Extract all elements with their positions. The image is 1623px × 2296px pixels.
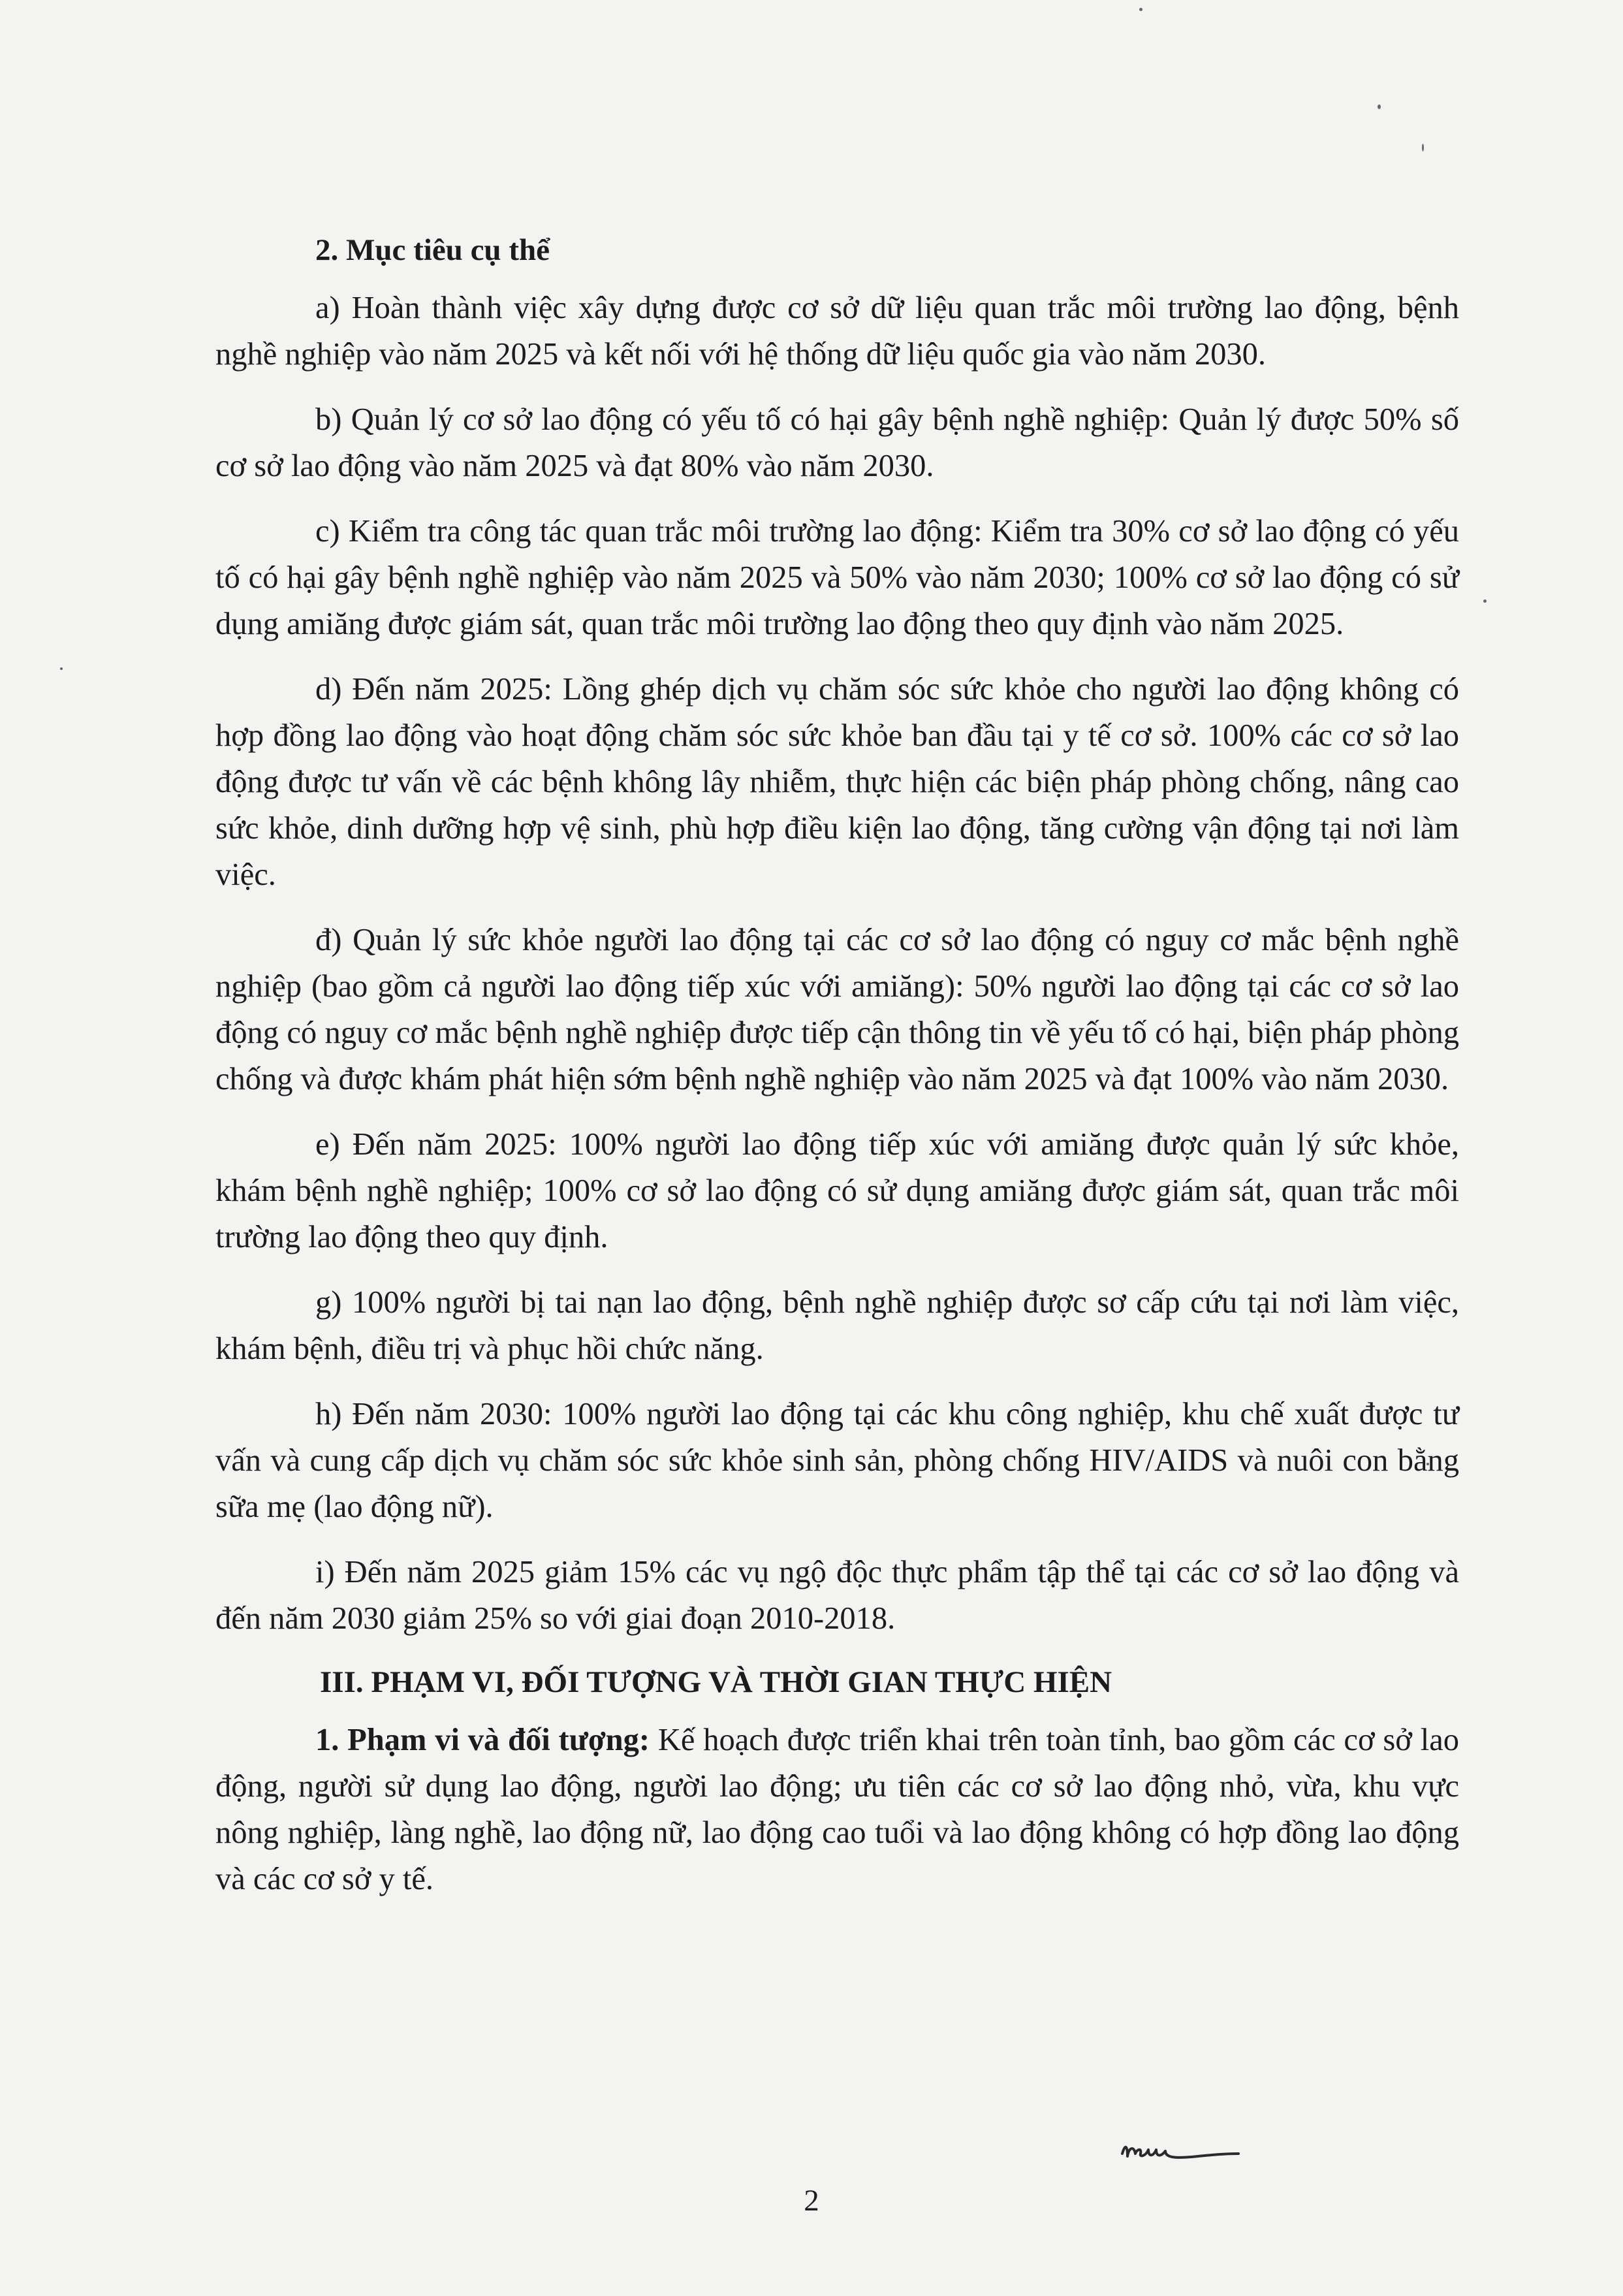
- main-heading: III. PHẠM VI, ĐỐI TƯỢNG VÀ THỜI GIAN THỰC HIỆN: [320, 1665, 1112, 1699]
- scope-text: Kế hoạch được triển khai trên toàn tỉnh, bao gồm các cơ sở lao động, người sử dụng lao động, người lao động; ưu tiên các cơ sở lao động nhỏ, vừa, khu vực nông nghiệp, làng nghề, lao động nữ, lao động cao tuổi và lao động không có hợp đồng lao động và các cơ sở y tế.: [215, 1723, 1459, 1896]
- objective-e: e) Đến năm 2025: 100% người lao động tiếp xúc với amiăng được quản lý sức khỏe, khám bệnh nghề nghiệp; 100% cơ sở lao động có sử dụng amiăng được giám sát, quan trắc môi trường lao động theo quy định.: [215, 1127, 1459, 1254]
- scan-speck: [1139, 8, 1142, 11]
- scan-speck: [1483, 599, 1487, 603]
- initials-signature: [1120, 2130, 1240, 2169]
- document-body: [215, 229, 1459, 1921]
- objective-d: d) Đến năm 2025: Lồng ghép dịch vụ chăm sóc sức khỏe cho người lao động không có hợp đồng lao động vào hoạt động chăm sóc sức khỏe ban đầu tại y tế cơ sở. 100% các cơ sở lao động được tư vấn về các bệnh không lây nhiễm, thực hiện các biện pháp phòng chống, nâng cao sức khỏe, dinh dưỡng hợp vệ sinh, phù hợp điều kiện lao động, tăng cường vận động tại nơi làm việc.: [215, 672, 1459, 892]
- scan-speck: [1378, 104, 1381, 109]
- objective-b: b) Quản lý cơ sở lao động có yếu tố có hại gây bệnh nghề nghiệp: Quản lý được 50% số cơ sở lao động vào năm 2025 và đạt 80% vào năm 2030.: [215, 402, 1459, 483]
- scope-lead: 1. Phạm vi và đối tượng:: [315, 1723, 650, 1757]
- scan-speck: [60, 667, 63, 670]
- objective-dd: đ) Quản lý sức khỏe người lao động tại các cơ sở lao động có nguy cơ mắc bệnh nghề nghiệp (bao gồm cả người lao động tiếp xúc với amiăng): 50% người lao động tại các cơ sở lao động có nguy cơ mắc bệnh nghề nghiệp được tiếp cận thông tin về yếu tố có hại, biện pháp phòng chống và được khám phát hiện sớm bệnh nghề nghiệp vào năm 2025 và đạt 100% vào năm 2030.: [215, 923, 1459, 1096]
- section-heading: 2. Mục tiêu cụ thể: [315, 233, 550, 267]
- objective-h: h) Đến năm 2030: 100% người lao động tại các khu công nghiệp, khu chế xuất được tư vấn và cung cấp dịch vụ chăm sóc sức khỏe sinh sản, phòng chống HIV/AIDS và nuôi con bằng sữa mẹ (lao động nữ).: [215, 1397, 1459, 1524]
- objective-g: g) 100% người bị tai nạn lao động, bệnh nghề nghiệp được sơ cấp cứu tại nơi làm việc, khám bệnh, điều trị và phục hồi chức năng.: [215, 1285, 1459, 1366]
- scope-paragraph: [215, 1717, 1459, 1902]
- objective-a: a) Hoàn thành việc xây dựng được cơ sở dữ liệu quan trắc môi trường lao động, bệnh nghề nghiệp vào năm 2025 và kết nối với hệ thống dữ liệu quốc gia vào năm 2030.: [215, 291, 1459, 372]
- scan-speck: [1422, 144, 1424, 151]
- objective-c: c) Kiểm tra công tác quan trắc môi trường lao động: Kiểm tra 30% cơ sở lao động có yếu tố có hại gây bệnh nghề nghiệp vào năm 2025 và 50% vào năm 2030; 100% cơ sở lao động có sử dụng amiăng được giám sát, quan trắc môi trường lao động theo quy định vào năm 2025.: [215, 514, 1459, 641]
- objective-i: i) Đến năm 2025 giảm 15% các vụ ngộ độc thực phẩm tập thể tại các cơ sở lao động và đến năm 2030 giảm 25% so với giai đoạn 2010-2018.: [215, 1555, 1459, 1636]
- page-number: 2: [804, 2184, 819, 2218]
